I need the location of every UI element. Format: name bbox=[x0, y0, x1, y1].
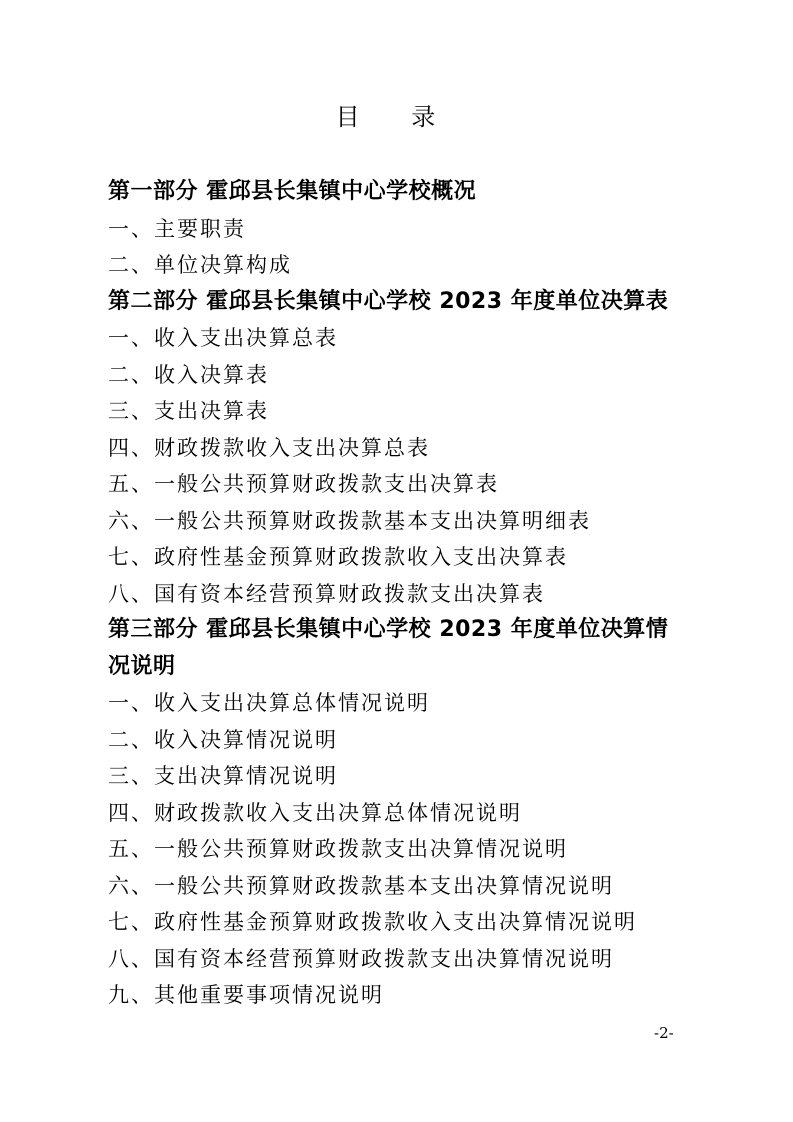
toc-part-1-heading[interactable]: 第一部分 霍邱县长集镇中心学校概况 bbox=[108, 179, 477, 204]
toc-item[interactable]: 一、收入支出决算总表 bbox=[108, 326, 338, 350]
toc-item[interactable]: 三、支出决算情况说明 bbox=[108, 764, 338, 788]
toc-item[interactable]: 四、财政拨款收入支出决算总体情况说明 bbox=[108, 800, 522, 825]
toc-item[interactable]: 五、一般公共预算财政拨款支出决算表 bbox=[108, 472, 499, 496]
toc-item[interactable]: 八、国有资本经营预算财政拨款支出决算情况说明 bbox=[108, 946, 614, 971]
toc-item[interactable]: 一、收入支出决算总体情况说明 bbox=[108, 691, 430, 715]
toc-item[interactable]: 二、收入决算情况说明 bbox=[108, 727, 338, 752]
toc-item[interactable]: 二、单位决算构成 bbox=[108, 253, 292, 277]
toc-part-2-heading[interactable]: 第二部分 霍邱县长集镇中心学校 2023 年度单位决算表 bbox=[108, 288, 669, 314]
toc-item[interactable]: 七、政府性基金预算财政拨款收入支出决算情况说明 bbox=[108, 910, 637, 934]
toc-item[interactable]: 八、国有资本经营预算财政拨款支出决算表 bbox=[108, 581, 545, 606]
toc-item[interactable]: 五、一般公共预算财政拨款支出决算情况说明 bbox=[108, 837, 568, 861]
table-of-contents bbox=[108, 174, 698, 1014]
toc-item[interactable]: 二、收入决算表 bbox=[108, 362, 269, 387]
toc-item[interactable]: 四、财政拨款收入支出决算总表 bbox=[108, 435, 430, 460]
page-number: -2- bbox=[654, 1024, 674, 1042]
toc-part-3-heading-line-2[interactable]: 况说明 bbox=[108, 653, 176, 679]
page-title: 目 录 bbox=[335, 103, 458, 131]
toc-item[interactable]: 六、一般公共预算财政拨款基本支出决算情况说明 bbox=[108, 873, 614, 898]
toc-item[interactable]: 七、政府性基金预算财政拨款收入支出决算表 bbox=[108, 545, 568, 569]
toc-item[interactable]: 三、支出决算表 bbox=[108, 399, 269, 423]
toc-part-3-heading-line-1[interactable]: 第三部分 霍邱县长集镇中心学校 2023 年度单位决算情 bbox=[108, 617, 669, 642]
toc-item[interactable]: 九、其他重要事项情况说明 bbox=[108, 983, 384, 1007]
toc-item[interactable]: 六、一般公共预算财政拨款基本支出决算明细表 bbox=[108, 508, 591, 533]
toc-item[interactable]: 一、主要职责 bbox=[108, 216, 246, 241]
